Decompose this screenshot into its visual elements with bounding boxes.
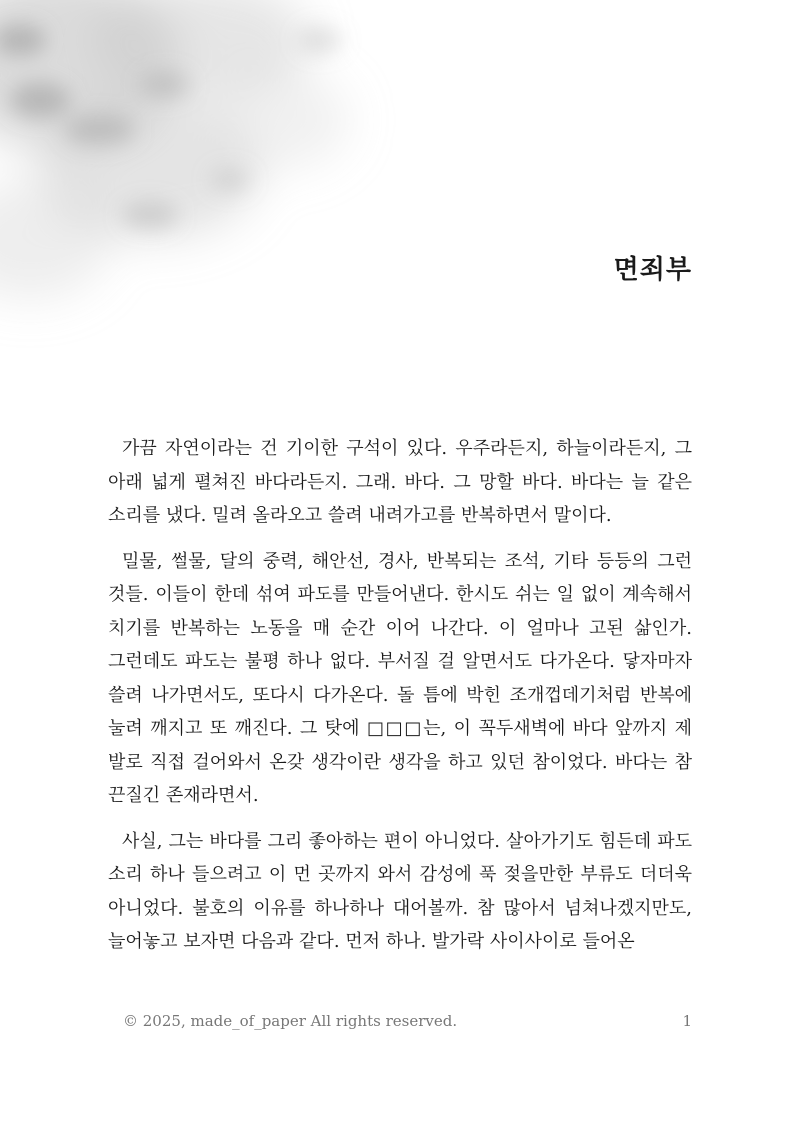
chapter-title: 면죄부	[613, 255, 692, 285]
smoke-decoration	[0, 0, 420, 360]
page-number: 1	[682, 1012, 692, 1030]
paragraph: 사실, 그는 바다를 그리 좋아하는 편이 아니었다. 살아가기도 힘든데 파도 소리 하나 들으려고 이 먼 곳까지 와서 감성에 푹 젖을만한 부류도 더더욱 아니었다. 불호의 이유를 하나하나 대어볼까. 참 많아서 넘쳐나겠지만도, 늘어놓고 보자면 다음과 같다. 먼저 하나. 발가락 사이사이로 들어온	[108, 830, 692, 952]
paragraph: 가끔 자연이라는 건 기이한 구석이 있다. 우주라든지, 하늘이라든지, 그 아래 넓게 펼쳐진 바다라든지. 그래. 바다. 그 망할 바다. 바다는 늘 같은 소리를 냈다. 밀려 올라오고 쓸려 내려가고를 반복하면서 말이다.	[108, 438, 692, 526]
paragraph: 밀물, 썰물, 달의 중력, 해안선, 경사, 반복되는 조석, 기타 등등의 그런 것들. 이들이 한데 섞여 파도를 만들어낸다. 한시도 쉬는 일 없이 계속해서 치기를 반복하는 노동을 매 순간 이어 나간다. 이 얼마나 고된 삶인가. 그런데도 파도는 불평 하나 없다. 부서질 걸 알면서도 다가온다. 닿자마자 쓸려 나가면서도, 또다시 다가온다. 돌 틈에 박힌 조개껍데기처럼 반복에 눌려 깨지고 또 깨진다. 그 탓에 □□□는, 이 꼭두새벽에 바다 앞까지 제 발로 직접 걸어와서 온갖 생각이란 생각을 하고 있던 참이었다. 바다는 참 끈질긴 존재라면서.	[108, 550, 692, 806]
body-text	[108, 432, 692, 971]
copyright-notice: © 2025, made_of_paper All rights reserved.	[123, 1012, 458, 1030]
